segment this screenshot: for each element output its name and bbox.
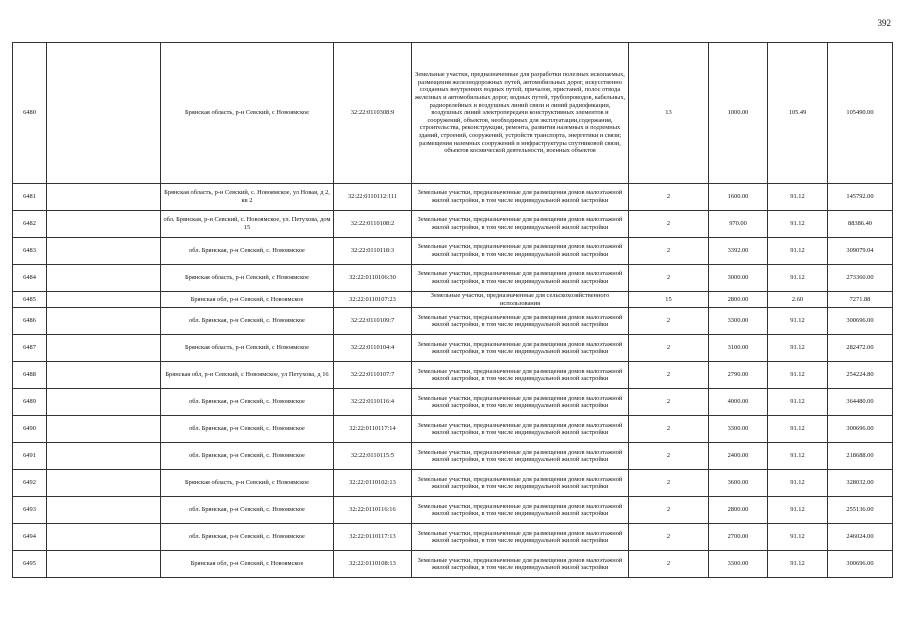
- cadastral-number-cell: 32:22:0110116:4: [334, 389, 412, 416]
- cadastral-value-cell: 309079.04: [828, 238, 893, 265]
- cadastral-value-cell: 255136.00: [828, 497, 893, 524]
- blank-cell: [47, 362, 161, 389]
- land-use-cell: Земельные участки, предназначенные для сельскохозяйственного использования: [412, 292, 629, 308]
- category-code-cell: 2: [629, 551, 709, 578]
- category-code-cell: 2: [629, 308, 709, 335]
- category-code-cell: 2: [629, 470, 709, 497]
- address-cell: Брянская область, р-н Севский, с Новоямское: [161, 470, 334, 497]
- address-cell: обл. Брянская, р-н Севский, с. Новоямское, ул. Петухова, дом 15: [161, 211, 334, 238]
- blank-cell: [47, 443, 161, 470]
- address-cell: Брянская обл, р-н Севский, с Новоямское, ул Петухова, д 16: [161, 362, 334, 389]
- land-use-cell: Земельные участки, предназначенные для размещения домов малоэтажной жилой застройки, в том числе индивидуальной жилой застройки: [412, 184, 629, 211]
- area-cell: 1600.00: [709, 184, 768, 211]
- cadastral-value-cell: 7271.88: [828, 292, 893, 308]
- address-cell: обл. Брянская, р-н Севский, с. Новоямское: [161, 389, 334, 416]
- area-cell: 3100.00: [709, 335, 768, 362]
- area-cell: 1000.00: [709, 43, 768, 184]
- category-code-cell: 2: [629, 238, 709, 265]
- blank-cell: [47, 335, 161, 362]
- category-code-cell: 2: [629, 416, 709, 443]
- category-code-cell: 2: [629, 497, 709, 524]
- category-code-cell: 15: [629, 292, 709, 308]
- row-number: 6488: [13, 362, 47, 389]
- area-cell: 3300.00: [709, 416, 768, 443]
- area-cell: 3600.00: [709, 470, 768, 497]
- blank-cell: [47, 211, 161, 238]
- table-row: [13, 211, 893, 238]
- cadastral-number-cell: 32:22:0110107:7: [334, 362, 412, 389]
- cadastral-value-cell: 300696.00: [828, 308, 893, 335]
- category-code-cell: 2: [629, 362, 709, 389]
- cadastral-number-cell: 32:22:0110107:23: [334, 292, 412, 308]
- rate-cell: 91.12: [768, 524, 828, 551]
- address-cell: Брянская область, р-н Севский, с Новоямское: [161, 43, 334, 184]
- rate-cell: 91.12: [768, 443, 828, 470]
- table-row: [13, 389, 893, 416]
- cadastral-value-cell: 300696.00: [828, 551, 893, 578]
- blank-cell: [47, 470, 161, 497]
- rate-cell: 91.12: [768, 362, 828, 389]
- land-use-cell: Земельные участки, предназначенные для размещения домов малоэтажной жилой застройки, в том числе индивидуальной жилой застройки: [412, 211, 629, 238]
- category-code-cell: 2: [629, 389, 709, 416]
- area-cell: 4000.00: [709, 389, 768, 416]
- address-cell: Брянская обл, р-н Севский, с Новоямское: [161, 551, 334, 578]
- blank-cell: [47, 265, 161, 292]
- address-cell: Брянская обл, р-н Севский, с Новоямское: [161, 292, 334, 308]
- table-row: [13, 238, 893, 265]
- rate-cell: 2.60: [768, 292, 828, 308]
- cadastral-number-cell: 32:22:0110109:7: [334, 308, 412, 335]
- blank-cell: [47, 497, 161, 524]
- row-number: 6493: [13, 497, 47, 524]
- rate-cell: 91.12: [768, 211, 828, 238]
- row-number: 6482: [13, 211, 47, 238]
- rate-cell: 91.12: [768, 389, 828, 416]
- area-cell: 2800.00: [709, 292, 768, 308]
- cadastral-number-cell: 32:22:0110115:5: [334, 443, 412, 470]
- blank-cell: [47, 524, 161, 551]
- table-row: [13, 292, 893, 308]
- cadastral-value-cell: 273360.00: [828, 265, 893, 292]
- area-cell: 970.00: [709, 211, 768, 238]
- table-row: [13, 335, 893, 362]
- rate-cell: 91.12: [768, 416, 828, 443]
- cadastral-value-cell: 282472.00: [828, 335, 893, 362]
- cadastral-number-cell: 32:22:0110117:13: [334, 524, 412, 551]
- row-number: 6491: [13, 443, 47, 470]
- rate-cell: 91.12: [768, 497, 828, 524]
- table-row: [13, 470, 893, 497]
- rate-cell: 105.49: [768, 43, 828, 184]
- land-use-cell: Земельные участки, предназначенные для размещения домов малоэтажной жилой застройки, в том числе индивидуальной жилой застройки: [412, 470, 629, 497]
- category-code-cell: 2: [629, 335, 709, 362]
- row-number: 6490: [13, 416, 47, 443]
- address-cell: Брянская область, р-н Севский, с Новоямское: [161, 265, 334, 292]
- address-cell: обл. Брянская, р-н Севский, с. Новоямское: [161, 443, 334, 470]
- area-cell: 3300.00: [709, 551, 768, 578]
- row-number: 6492: [13, 470, 47, 497]
- row-number: 6489: [13, 389, 47, 416]
- blank-cell: [47, 551, 161, 578]
- category-code-cell: 13: [629, 43, 709, 184]
- rate-cell: 91.12: [768, 470, 828, 497]
- row-number: 6486: [13, 308, 47, 335]
- blank-cell: [47, 184, 161, 211]
- category-code-cell: 2: [629, 265, 709, 292]
- table-row: [13, 497, 893, 524]
- rate-cell: 91.12: [768, 308, 828, 335]
- address-cell: обл. Брянская, р-н Севский, с. Новоямское: [161, 524, 334, 551]
- address-cell: обл. Брянская, р-н Севский, с. Новоямское: [161, 416, 334, 443]
- cadastral-number-cell: 32:22:0110116:16: [334, 497, 412, 524]
- category-code-cell: 2: [629, 184, 709, 211]
- table-row: [13, 416, 893, 443]
- table-row: [13, 184, 893, 211]
- table-row: [13, 308, 893, 335]
- blank-cell: [47, 416, 161, 443]
- row-number: 6487: [13, 335, 47, 362]
- cadastral-number-cell: 32:22:0110104:4: [334, 335, 412, 362]
- address-cell: Брянская область, р-н Севский, с. Новоямское, ул Новая, д 2, кв 2: [161, 184, 334, 211]
- cadastral-number-cell: 32:22:0110308:9: [334, 43, 412, 184]
- land-use-cell: Земельные участки, предназначенные для размещения домов малоэтажной жилой застройки, в том числе индивидуальной жилой застройки: [412, 524, 629, 551]
- area-cell: 2790.00: [709, 362, 768, 389]
- address-cell: обл. Брянская, р-н Севский, с. Новоямское: [161, 497, 334, 524]
- cadastral-value-cell: 218688.00: [828, 443, 893, 470]
- land-use-cell: Земельные участки, предназначенные для размещения домов малоэтажной жилой застройки, в том числе индивидуальной жилой застройки: [412, 389, 629, 416]
- table-row: [13, 362, 893, 389]
- blank-cell: [47, 238, 161, 265]
- blank-cell: [47, 389, 161, 416]
- cadastral-number-cell: 32:22:0110112:111: [334, 184, 412, 211]
- row-number: 6481: [13, 184, 47, 211]
- land-use-cell: Земельные участки, предназначенные для размещения домов малоэтажной жилой застройки, в том числе индивидуальной жилой застройки: [412, 238, 629, 265]
- cadastral-number-cell: 32:22:0110118:3: [334, 238, 412, 265]
- row-number: 6495: [13, 551, 47, 578]
- table-row: [13, 443, 893, 470]
- row-number: 6494: [13, 524, 47, 551]
- area-cell: 3000.00: [709, 265, 768, 292]
- cadastral-number-cell: 32:22:0110117:14: [334, 416, 412, 443]
- page-number: 392: [877, 18, 891, 28]
- land-plots-table: [12, 42, 893, 578]
- category-code-cell: 2: [629, 443, 709, 470]
- cadastral-value-cell: 88386.40: [828, 211, 893, 238]
- row-number: 6480: [13, 43, 47, 184]
- rate-cell: 91.12: [768, 551, 828, 578]
- table-row: [13, 265, 893, 292]
- blank-cell: [47, 43, 161, 184]
- cadastral-number-cell: 32:22:0110102:13: [334, 470, 412, 497]
- land-use-cell: Земельные участки, предназначенные для размещения домов малоэтажной жилой застройки, в том числе индивидуальной жилой застройки: [412, 416, 629, 443]
- address-cell: обл. Брянская, р-н Севский, с. Новоямское: [161, 238, 334, 265]
- rate-cell: 91.12: [768, 184, 828, 211]
- address-cell: Брянская область, р-н Севский, с Новоямское: [161, 335, 334, 362]
- land-use-cell: Земельные участки, предназначенные для размещения домов малоэтажной жилой застройки, в том числе индивидуальной жилой застройки: [412, 335, 629, 362]
- blank-cell: [47, 292, 161, 308]
- cadastral-value-cell: 145792.00: [828, 184, 893, 211]
- category-code-cell: 2: [629, 524, 709, 551]
- cadastral-number-cell: 32:22:0110106:30: [334, 265, 412, 292]
- rate-cell: 91.12: [768, 238, 828, 265]
- cadastral-value-cell: 105490.00: [828, 43, 893, 184]
- rate-cell: 91.12: [768, 335, 828, 362]
- land-use-cell: Земельные участки, предназначенные для размещения домов малоэтажной жилой застройки, в том числе индивидуальной жилой застройки: [412, 443, 629, 470]
- cadastral-value-cell: 364480.00: [828, 389, 893, 416]
- land-use-cell: Земельные участки, предназначенные для размещения домов малоэтажной жилой застройки, в том числе индивидуальной жилой застройки: [412, 497, 629, 524]
- area-cell: 3392.00: [709, 238, 768, 265]
- area-cell: 2800.00: [709, 497, 768, 524]
- table-body: [13, 43, 893, 578]
- row-number: 6485: [13, 292, 47, 308]
- cadastral-value-cell: 246024.00: [828, 524, 893, 551]
- row-number: 6484: [13, 265, 47, 292]
- cadastral-value-cell: 300696.00: [828, 416, 893, 443]
- cadastral-value-cell: 254224.80: [828, 362, 893, 389]
- area-cell: 2700.00: [709, 524, 768, 551]
- table-row: [13, 551, 893, 578]
- land-use-cell: Земельные участки, предназначенные для разработки полезных ископаемых, размещения железнодорожных путей, автомобильных дорог, искусственно созданных внутренних водных путей, причалов, пристаней, полос отвода железных и автомобильных дорог, водных путей, трубопроводов, кабельных, радиорелейных и воздушных линий связи и линий радиофикации, воздушных линий электропередачи конструктивных элементов и сооружений, объектов, необходимых для эксплуатации,содержания, строительства, реконструкции, ремонта, развития наземных и подземных зданий, строений, сооружений, устройств транспорта, энергетики и связи; размещения наземных сооружений и инфраструктуры спутниковой связи, объектов космической деятельности, военных объектов: [412, 43, 629, 184]
- blank-cell: [47, 308, 161, 335]
- land-use-cell: Земельные участки, предназначенные для размещения домов малоэтажной жилой застройки, в том числе индивидуальной жилой застройки: [412, 265, 629, 292]
- table-row: [13, 524, 893, 551]
- row-number: 6483: [13, 238, 47, 265]
- land-use-cell: Земельные участки, предназначенные для размещения домов малоэтажной жилой застройки, в том числе индивидуальной жилой застройки: [412, 308, 629, 335]
- category-code-cell: 2: [629, 211, 709, 238]
- area-cell: 2400.00: [709, 443, 768, 470]
- land-use-cell: Земельные участки, предназначенные для размещения домов малоэтажной жилой застройки, в том числе индивидуальной жилой застройки: [412, 362, 629, 389]
- cadastral-number-cell: 32:22:0110108:13: [334, 551, 412, 578]
- rate-cell: 91.12: [768, 265, 828, 292]
- land-use-cell: Земельные участки, предназначенные для размещения домов малоэтажной жилой застройки, в том числе индивидуальной жилой застройки: [412, 551, 629, 578]
- area-cell: 3300.00: [709, 308, 768, 335]
- cadastral-value-cell: 328032.00: [828, 470, 893, 497]
- table-row: [13, 43, 893, 184]
- cadastral-number-cell: 32:22:0110108:2: [334, 211, 412, 238]
- address-cell: обл. Брянская, р-н Севский, с. Новоямское: [161, 308, 334, 335]
